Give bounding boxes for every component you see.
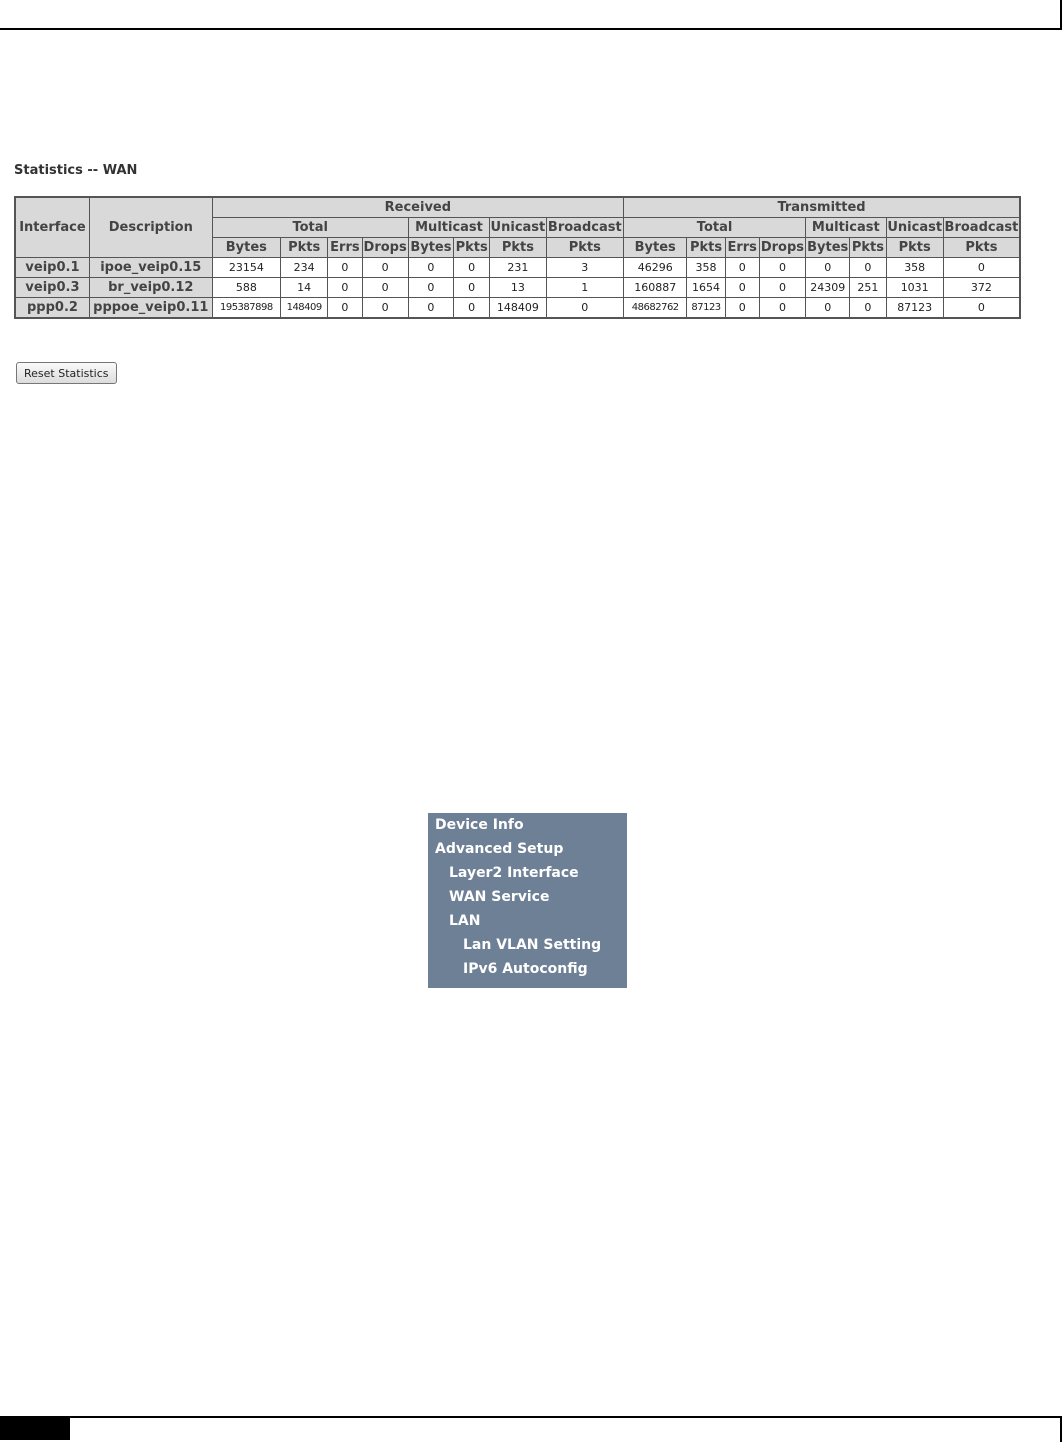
header-tx-multicast-bytes: Bytes	[806, 238, 850, 258]
tx-multicast-bytes: 24309	[806, 278, 850, 298]
header-rx-total-bytes: Bytes	[212, 238, 280, 258]
header-rx-total: Total	[212, 218, 408, 238]
rx-total-bytes: 195387898	[212, 298, 280, 319]
header-tx-broadcast-pkts: Pkts	[943, 238, 1020, 258]
row-interface: veip0.3	[15, 278, 89, 298]
rx-broadcast-pkts: 3	[546, 258, 623, 278]
tx-multicast-bytes: 0	[806, 258, 850, 278]
rx-multicast-bytes: 0	[408, 298, 453, 319]
header-tx-multicast-pkts: Pkts	[850, 238, 886, 258]
tx-total-pkts: 1654	[687, 278, 725, 298]
tx-broadcast-pkts: 0	[943, 298, 1020, 319]
tx-unicast-pkts: 87123	[886, 298, 943, 319]
rx-total-errs: 0	[328, 258, 362, 278]
row-interface: veip0.1	[15, 258, 89, 278]
page-number-badge	[0, 1418, 70, 1440]
nav-item-wan-service[interactable]: WAN Service	[449, 889, 550, 905]
header-rx-unicast: Unicast	[490, 218, 546, 238]
header-interface: Interface	[15, 197, 89, 258]
row-description: ipoe_veip0.15	[89, 258, 212, 278]
header-rx-multicast-bytes: Bytes	[408, 238, 453, 258]
tx-total-errs: 0	[725, 258, 759, 278]
tx-total-drops: 0	[759, 278, 805, 298]
tx-total-bytes: 160887	[624, 278, 687, 298]
nav-item-lan-vlan-setting[interactable]: Lan VLAN Setting	[463, 937, 602, 953]
rx-total-bytes: 588	[212, 278, 280, 298]
tx-broadcast-pkts: 372	[943, 278, 1020, 298]
row-description: pppoe_veip0.11	[89, 298, 212, 319]
rx-multicast-pkts: 0	[454, 258, 490, 278]
header-tx-total-errs: Errs	[725, 238, 759, 258]
nav-item-ipv6-autoconfig[interactable]: IPv6 Autoconfig	[463, 961, 588, 977]
nav-item-layer2-interface[interactable]: Layer2 Interface	[449, 865, 579, 881]
header-tx-total: Total	[624, 218, 806, 238]
tx-total-errs: 0	[725, 298, 759, 319]
rx-total-pkts: 14	[281, 278, 328, 298]
header-rx-total-errs: Errs	[328, 238, 362, 258]
header-description: Description	[89, 197, 212, 258]
tx-multicast-bytes: 0	[806, 298, 850, 319]
rx-total-pkts: 148409	[281, 298, 328, 319]
row-description: br_veip0.12	[89, 278, 212, 298]
wan-statistics-table	[14, 196, 1021, 319]
rx-total-pkts: 234	[281, 258, 328, 278]
rx-total-errs: 0	[328, 298, 362, 319]
page-bottom-frame	[0, 1416, 1062, 1442]
rx-total-drops: 0	[362, 278, 408, 298]
tx-total-pkts: 358	[687, 258, 725, 278]
rx-total-drops: 0	[362, 298, 408, 319]
header-rx-total-drops: Drops	[362, 238, 408, 258]
nav-item-device-info[interactable]: Device Info	[435, 817, 524, 833]
header-transmitted: Transmitted	[624, 197, 1020, 218]
tx-broadcast-pkts: 0	[943, 258, 1020, 278]
header-tx-broadcast: Broadcast	[943, 218, 1020, 238]
tx-total-drops: 0	[759, 298, 805, 319]
rx-total-bytes: 23154	[212, 258, 280, 278]
tx-unicast-pkts: 1031	[886, 278, 943, 298]
rx-total-errs: 0	[328, 278, 362, 298]
page-top-frame	[0, 0, 1062, 30]
rx-unicast-pkts: 148409	[490, 298, 546, 319]
header-tx-total-bytes: Bytes	[624, 238, 687, 258]
table-row	[15, 298, 1020, 319]
rx-broadcast-pkts: 0	[546, 298, 623, 319]
header-received: Received	[212, 197, 623, 218]
header-tx-multicast: Multicast	[806, 218, 886, 238]
header-tx-total-pkts: Pkts	[687, 238, 725, 258]
reset-statistics-button[interactable]: Reset Statistics	[16, 362, 117, 384]
header-tx-unicast-pkts: Pkts	[886, 238, 943, 258]
navigation-menu	[428, 813, 627, 988]
header-tx-total-drops: Drops	[759, 238, 805, 258]
tx-total-bytes: 48682762	[624, 298, 687, 319]
header-rx-broadcast: Broadcast	[546, 218, 623, 238]
rx-multicast-pkts: 0	[454, 298, 490, 319]
tx-total-errs: 0	[725, 278, 759, 298]
header-rx-multicast-pkts: Pkts	[454, 238, 490, 258]
tx-total-pkts: 87123	[687, 298, 725, 319]
header-rx-broadcast-pkts: Pkts	[546, 238, 623, 258]
rx-multicast-pkts: 0	[454, 278, 490, 298]
rx-multicast-bytes: 0	[408, 258, 453, 278]
rx-broadcast-pkts: 1	[546, 278, 623, 298]
row-interface: ppp0.2	[15, 298, 89, 319]
tx-unicast-pkts: 358	[886, 258, 943, 278]
rx-unicast-pkts: 231	[490, 258, 546, 278]
table-row	[15, 278, 1020, 298]
rx-unicast-pkts: 13	[490, 278, 546, 298]
tx-total-bytes: 46296	[624, 258, 687, 278]
rx-total-drops: 0	[362, 258, 408, 278]
section-title: Statistics -- WAN	[14, 163, 138, 178]
tx-multicast-pkts: 251	[850, 278, 886, 298]
nav-item-advanced-setup[interactable]: Advanced Setup	[435, 841, 564, 857]
header-tx-unicast: Unicast	[886, 218, 943, 238]
tx-multicast-pkts: 0	[850, 298, 886, 319]
rx-multicast-bytes: 0	[408, 278, 453, 298]
nav-item-lan[interactable]: LAN	[449, 913, 481, 929]
header-rx-total-pkts: Pkts	[281, 238, 328, 258]
tx-total-drops: 0	[759, 258, 805, 278]
header-rx-unicast-pkts: Pkts	[490, 238, 546, 258]
tx-multicast-pkts: 0	[850, 258, 886, 278]
table-row	[15, 258, 1020, 278]
header-rx-multicast: Multicast	[408, 218, 489, 238]
